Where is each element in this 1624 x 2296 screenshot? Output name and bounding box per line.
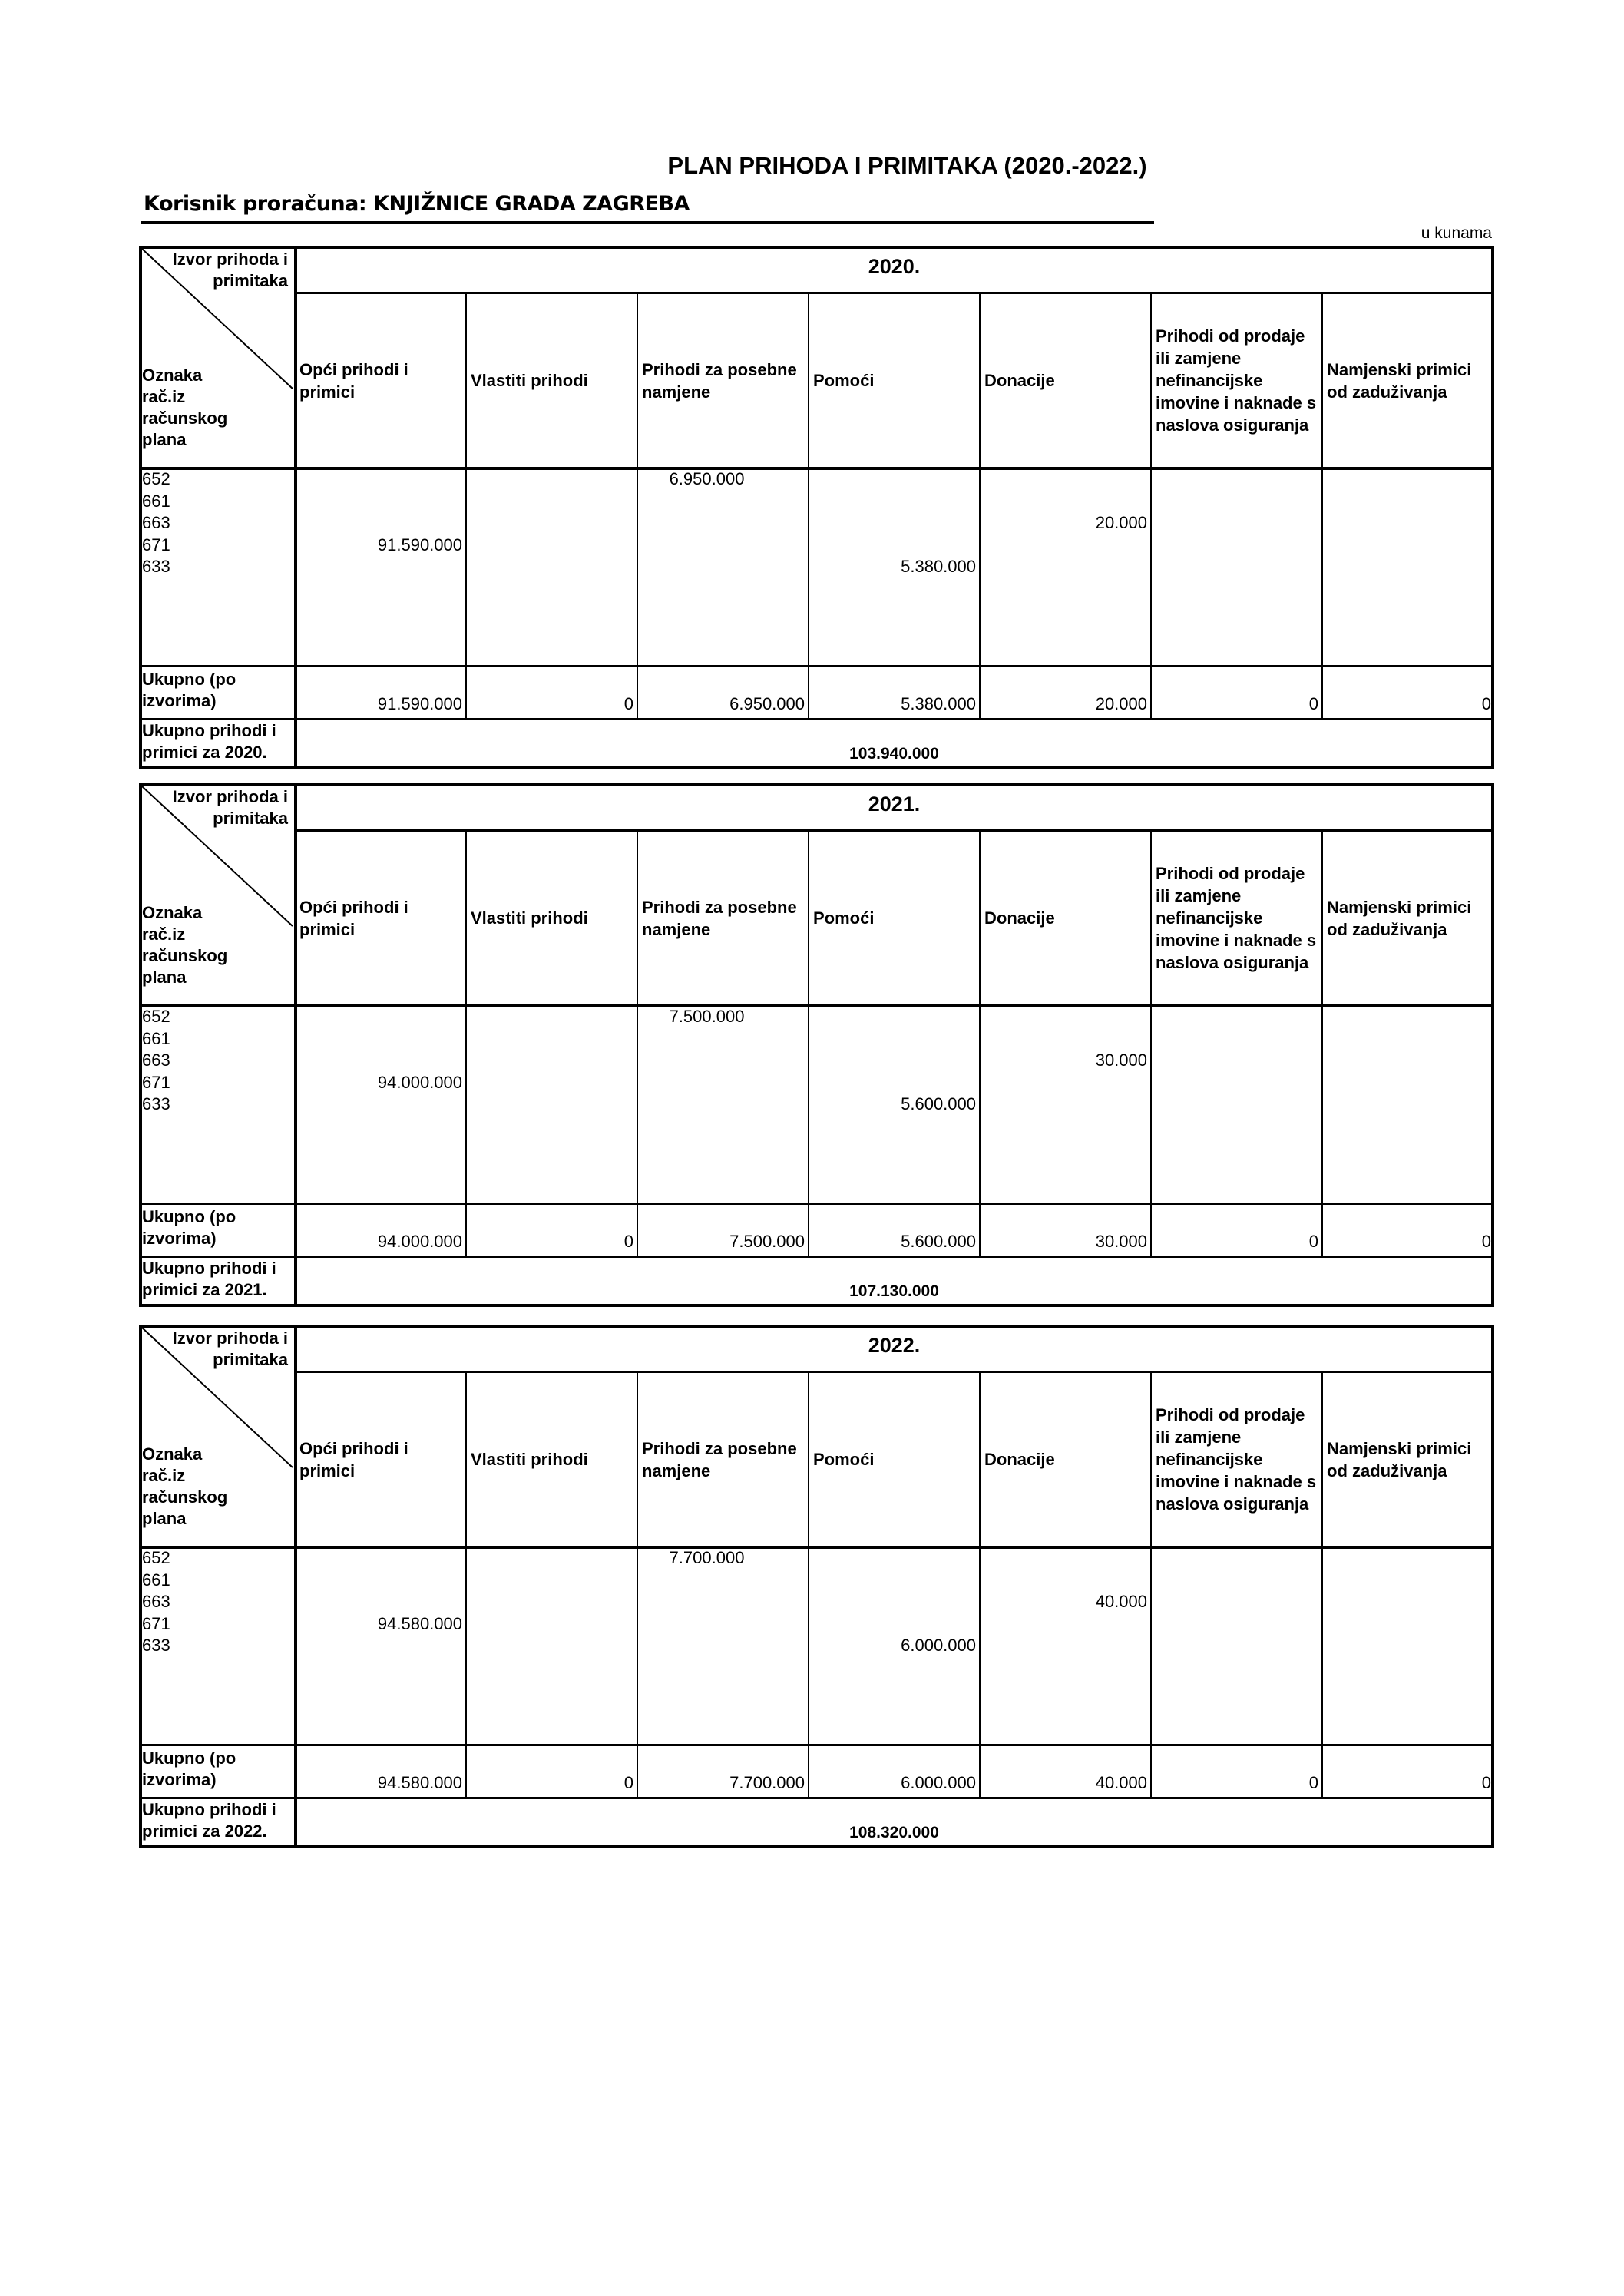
total-by-source-value: 0: [1481, 694, 1491, 713]
column-header: [981, 832, 1148, 1004]
grand-total-value: 107.130.000: [849, 1282, 939, 1300]
column-separator: [808, 829, 809, 1256]
account-code: 671: [142, 1072, 170, 1092]
account-header-line: Oznaka: [142, 366, 203, 385]
total-by-source-value: 0: [1481, 1232, 1491, 1251]
account-header-line: računskog: [142, 946, 228, 965]
totals-by-source-label: [139, 1206, 291, 1249]
column-header-text: Namjenski primici od zaduživanja: [1327, 897, 1472, 939]
column-header: [468, 294, 634, 467]
value-donacije: 20.000: [1095, 513, 1147, 532]
account-code: 652: [142, 469, 170, 488]
account-code: 663: [142, 1050, 170, 1070]
budget-table-2022: [139, 1325, 1494, 1848]
total-by-source-value: 7.700.000: [729, 1773, 805, 1792]
column-separator: [1321, 292, 1323, 718]
totals-by-source-label: [139, 1748, 291, 1791]
column-header-text: Opći prihodi i primici: [299, 359, 408, 402]
column-header: [1324, 294, 1492, 467]
total-by-source-value: 0: [1308, 694, 1318, 713]
total-by-source-value: 30.000: [1095, 1232, 1147, 1251]
column-header-text: Vlastiti prihodi: [471, 908, 588, 928]
account-header: [142, 902, 288, 988]
account-header-line: rač.iz: [142, 925, 186, 944]
label-line: primici za 2020.: [142, 743, 267, 762]
value-prihodi-posebne-namjene: 7.700.000: [669, 1548, 745, 1567]
column-header-text: Opći prihodi i primici: [299, 897, 408, 939]
account-code: 661: [142, 1028, 170, 1048]
value-prihodi-posebne-namjene: 6.950.000: [669, 469, 745, 488]
column-separator: [465, 1371, 467, 1797]
column-header-text: Pomoći: [813, 1450, 875, 1469]
label-line: Ukupno (po: [142, 1207, 236, 1226]
total-by-source-value: 0: [623, 694, 633, 713]
account-codes: [139, 1006, 291, 1116]
account-code: 633: [142, 1094, 170, 1113]
column-header-text: Prihodi od prodaje ili zamjene nefinancijske imovine i naknade s naslova osiguranja: [1156, 326, 1317, 435]
account-header-line: plana: [142, 430, 187, 449]
source-header-line: primitaka: [213, 1350, 288, 1369]
row-separator: [139, 1256, 1494, 1258]
column-header-text: Prihodi od prodaje ili zamjene nefinancijske imovine i naknade s naslova osiguranja: [1156, 864, 1317, 972]
account-code: 663: [142, 513, 170, 532]
column-separator: [1150, 1371, 1152, 1797]
value-opci-prihodi: 91.590.000: [377, 534, 462, 554]
column-header: [468, 1373, 634, 1546]
source-header-line: Izvor prihoda i: [172, 250, 288, 269]
column-header-text: Prihodi od prodaje ili zamjene nefinancijske imovine i naknade s naslova osiguranja: [1156, 1405, 1317, 1514]
total-by-source-value: 20.000: [1095, 694, 1147, 713]
budget-user-label: Korisnik proračuna: KNJIŽNICE GRADA ZAGREBA: [144, 192, 690, 216]
row-separator: [139, 1797, 1494, 1799]
column-separator: [979, 292, 981, 718]
value-pomoci: 5.600.000: [901, 1094, 976, 1113]
column-header: [639, 832, 805, 1004]
value-opci-prihodi: 94.000.000: [377, 1072, 462, 1092]
column-header-text: Prihodi za posebne namjene: [642, 897, 797, 939]
column-header: [981, 294, 1148, 467]
column-separator: [1321, 1371, 1323, 1797]
column-header: [468, 832, 634, 1004]
column-header: [296, 1373, 463, 1546]
label-line: primici za 2022.: [142, 1821, 267, 1841]
total-by-source-value: 0: [1308, 1773, 1318, 1792]
label-line: Ukupno (po: [142, 1748, 236, 1768]
column-header-text: Pomoći: [813, 908, 875, 928]
account-header-line: računskog: [142, 1487, 228, 1507]
column-separator: [465, 292, 467, 718]
column-header: [639, 1373, 805, 1546]
account-header: [142, 365, 288, 451]
column-separator: [979, 1371, 981, 1797]
source-header: [139, 249, 291, 292]
grand-total-label: [139, 1799, 291, 1842]
row-separator: [139, 665, 1494, 667]
account-header-line: plana: [142, 1509, 187, 1528]
account-header-line: rač.iz: [142, 387, 186, 406]
column-header-text: Opći prihodi i primici: [299, 1438, 408, 1480]
label-line: primici za 2021.: [142, 1280, 267, 1299]
grand-total-value: 103.940.000: [849, 745, 939, 763]
value-pomoci: 5.380.000: [901, 557, 976, 576]
column-header: [810, 294, 977, 467]
account-code: 633: [142, 557, 170, 576]
total-by-source-value: 0: [1481, 1773, 1491, 1792]
year-heading: 2020.: [868, 255, 921, 278]
column-header-text: Vlastiti prihodi: [471, 371, 588, 390]
account-header-line: rač.iz: [142, 1466, 186, 1485]
value-prihodi-posebne-namjene: 7.500.000: [669, 1007, 745, 1026]
row-separator: [139, 1203, 1494, 1205]
account-header-line: plana: [142, 968, 187, 987]
row-separator: [139, 718, 1494, 720]
column-header: [296, 832, 463, 1004]
column-header: [810, 832, 977, 1004]
account-code: 652: [142, 1548, 170, 1567]
subtitle-underline: [141, 221, 1154, 224]
column-header: [1153, 294, 1319, 467]
value-donacije: 40.000: [1095, 1592, 1147, 1611]
total-by-source-value: 94.580.000: [377, 1773, 462, 1792]
row-separator: [139, 467, 1494, 470]
column-separator: [979, 829, 981, 1256]
year-heading: 2022.: [868, 1334, 921, 1357]
column-header-text: Prihodi za posebne namjene: [642, 1438, 797, 1480]
account-code: 661: [142, 491, 170, 511]
column-header: [1324, 1373, 1492, 1546]
label-line: Ukupno prihodi i: [142, 1259, 276, 1278]
column-separator: [1321, 829, 1323, 1256]
value-opci-prihodi: 94.580.000: [377, 1613, 462, 1633]
column-header: [1153, 1373, 1319, 1546]
total-by-source-value: 0: [623, 1773, 633, 1792]
account-header: [142, 1444, 288, 1530]
budget-table-2020: [139, 246, 1494, 769]
column-header: [981, 1373, 1148, 1546]
source-header-line: primitaka: [213, 809, 288, 828]
value-donacije: 30.000: [1095, 1050, 1147, 1070]
label-line: Ukupno prihodi i: [142, 721, 276, 740]
column-header-text: Donacije: [984, 1450, 1055, 1469]
source-header-line: Izvor prihoda i: [172, 1328, 288, 1348]
source-header-line: Izvor prihoda i: [172, 787, 288, 806]
total-by-source-value: 91.590.000: [377, 694, 462, 713]
label-line: izvorima): [142, 691, 217, 710]
column-separator: [808, 292, 809, 718]
row-separator: [139, 1744, 1494, 1746]
account-header-line: Oznaka: [142, 1444, 203, 1464]
account-code: 671: [142, 534, 170, 554]
column-separator: [1150, 292, 1152, 718]
source-header: [139, 786, 291, 829]
source-header-line: primitaka: [213, 271, 288, 290]
column-header-text: Namjenski primici od zaduživanja: [1327, 1438, 1472, 1480]
account-code: 671: [142, 1613, 170, 1633]
account-code: 652: [142, 1007, 170, 1026]
column-header: [639, 294, 805, 467]
total-by-source-value: 5.600.000: [901, 1232, 976, 1251]
account-codes: [139, 468, 291, 578]
column-header-text: Vlastiti prihodi: [471, 1450, 588, 1469]
value-pomoci: 6.000.000: [901, 1636, 976, 1655]
grand-total-label: [139, 720, 291, 763]
column-separator: [1150, 829, 1152, 1256]
row-separator: [139, 1546, 1494, 1549]
total-by-source-value: 7.500.000: [729, 1232, 805, 1251]
total-by-source-value: 94.000.000: [377, 1232, 462, 1251]
totals-by-source-label: [139, 669, 291, 712]
column-header-text: Donacije: [984, 908, 1055, 928]
account-code: 663: [142, 1592, 170, 1611]
year-heading: 2021.: [868, 792, 921, 816]
label-line: izvorima): [142, 1770, 217, 1789]
column-header: [810, 1373, 977, 1546]
grand-total-value: 108.320.000: [849, 1824, 939, 1841]
column-separator: [637, 292, 638, 718]
account-code: 633: [142, 1636, 170, 1655]
source-header: [139, 1328, 291, 1371]
column-header-text: Pomoći: [813, 371, 875, 390]
currency-unit-label: u kunama: [1421, 224, 1492, 242]
grand-total-label: [139, 1258, 291, 1301]
total-by-source-value: 6.000.000: [901, 1773, 976, 1792]
total-by-source-value: 6.950.000: [729, 694, 805, 713]
account-codes: [139, 1547, 291, 1657]
account-code: 661: [142, 1570, 170, 1590]
column-separator: [637, 1371, 638, 1797]
row-separator: [139, 1004, 1494, 1007]
total-by-source-value: 0: [623, 1232, 633, 1251]
label-line: Ukupno prihodi i: [142, 1800, 276, 1819]
column-header: [296, 294, 463, 467]
column-header: [1324, 832, 1492, 1004]
column-separator: [465, 829, 467, 1256]
column-separator: [637, 829, 638, 1256]
total-by-source-value: 0: [1308, 1232, 1318, 1251]
column-header-text: Donacije: [984, 371, 1055, 390]
column-header-text: Prihodi za posebne namjene: [642, 359, 797, 402]
column-separator: [808, 1371, 809, 1797]
total-by-source-value: 40.000: [1095, 1773, 1147, 1792]
total-by-source-value: 5.380.000: [901, 694, 976, 713]
budget-table-2021: [139, 783, 1494, 1307]
account-header-line: Oznaka: [142, 903, 203, 922]
label-line: Ukupno (po: [142, 670, 236, 689]
column-header-text: Namjenski primici od zaduživanja: [1327, 359, 1472, 402]
account-header-line: računskog: [142, 409, 228, 428]
page-title: PLAN PRIHODA I PRIMITAKA (2020.-2022.): [667, 152, 1147, 179]
label-line: izvorima): [142, 1229, 217, 1248]
column-header: [1153, 832, 1319, 1004]
